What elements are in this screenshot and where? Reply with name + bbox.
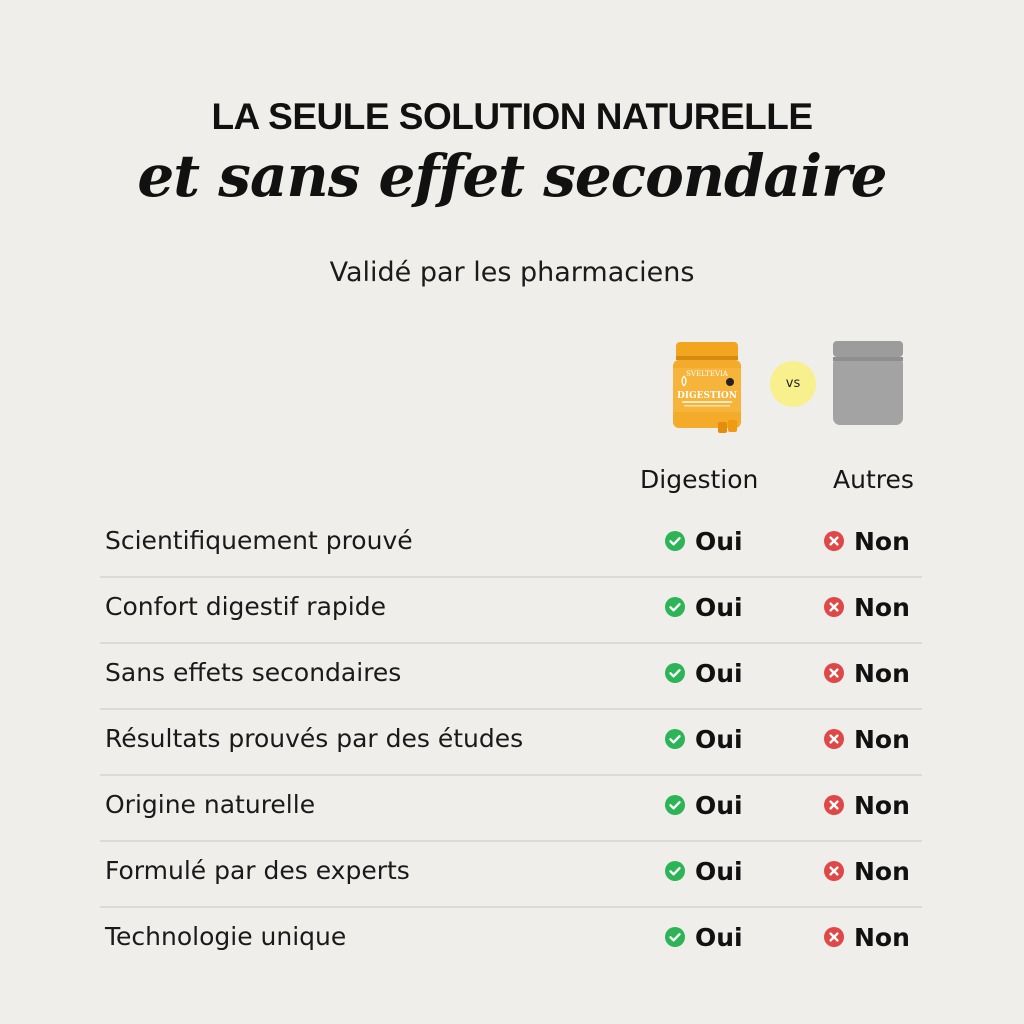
no-label: Non (854, 922, 910, 952)
check-circle-icon (665, 597, 685, 617)
autres-cell (824, 526, 910, 556)
column-header-digestion: Digestion (640, 465, 759, 494)
tagline: et sans effet secondaire (137, 142, 887, 210)
digestion-cell (665, 724, 743, 754)
comparison-row (100, 644, 922, 710)
row-label: Résultats prouvés par des études (105, 724, 524, 753)
comparison-row (100, 842, 922, 908)
row-label: Formulé par des experts (105, 856, 410, 885)
yes-label: Oui (695, 922, 743, 952)
comparison-table (100, 512, 922, 972)
yes-label: Oui (695, 526, 743, 556)
check-circle-icon (665, 531, 685, 551)
autres-cell (824, 856, 910, 886)
digestion-cell (665, 922, 743, 952)
cross-circle-icon (824, 795, 844, 815)
comparison-row (100, 908, 922, 972)
row-label: Origine naturelle (105, 790, 316, 819)
check-circle-icon (665, 663, 685, 683)
row-label: Confort digestif rapide (105, 592, 386, 621)
check-circle-icon (665, 861, 685, 881)
row-label: Scientifiquement prouvé (105, 526, 413, 555)
row-label: Technologie unique (105, 922, 347, 951)
autres-cell (824, 922, 910, 952)
autres-cell (824, 790, 910, 820)
subtitle: Validé par les pharmaciens (329, 257, 695, 288)
no-label: Non (854, 658, 910, 688)
yes-label: Oui (695, 658, 743, 688)
cross-circle-icon (824, 861, 844, 881)
no-label: Non (854, 724, 910, 754)
digestion-cell (665, 658, 743, 688)
cross-circle-icon (824, 729, 844, 749)
no-label: Non (854, 856, 910, 886)
no-label: Non (854, 526, 910, 556)
digestion-cell (665, 856, 743, 886)
autres-cell (824, 658, 910, 688)
vs-badge: vs (770, 361, 816, 407)
check-circle-icon (665, 795, 685, 815)
check-circle-icon (665, 927, 685, 947)
yes-label: Oui (695, 856, 743, 886)
yes-label: Oui (695, 790, 743, 820)
cross-circle-icon (824, 531, 844, 551)
headline: LA SEULE SOLUTION NATURELLE (211, 96, 813, 137)
product-brand-label: SVELTEVIA (686, 370, 728, 378)
digestion-cell (665, 526, 743, 556)
autres-cell (824, 724, 910, 754)
digestion-cell (665, 592, 743, 622)
comparison-row (100, 776, 922, 842)
cross-circle-icon (824, 927, 844, 947)
comparison-row (100, 512, 922, 578)
generic-jar-image (833, 341, 903, 425)
row-label: Sans effets secondaires (105, 658, 402, 687)
column-header-autres: Autres (833, 465, 914, 494)
product-name-label: DIGESTION (676, 391, 738, 401)
autres-cell (824, 592, 910, 622)
comparison-row (100, 710, 922, 776)
check-circle-icon (665, 729, 685, 749)
digestion-cell (665, 790, 743, 820)
yes-label: Oui (695, 592, 743, 622)
product-jar-image (670, 338, 744, 438)
cross-circle-icon (824, 663, 844, 683)
no-label: Non (854, 790, 910, 820)
comparison-row (100, 578, 922, 644)
yes-label: Oui (695, 724, 743, 754)
cross-circle-icon (824, 597, 844, 617)
no-label: Non (854, 592, 910, 622)
